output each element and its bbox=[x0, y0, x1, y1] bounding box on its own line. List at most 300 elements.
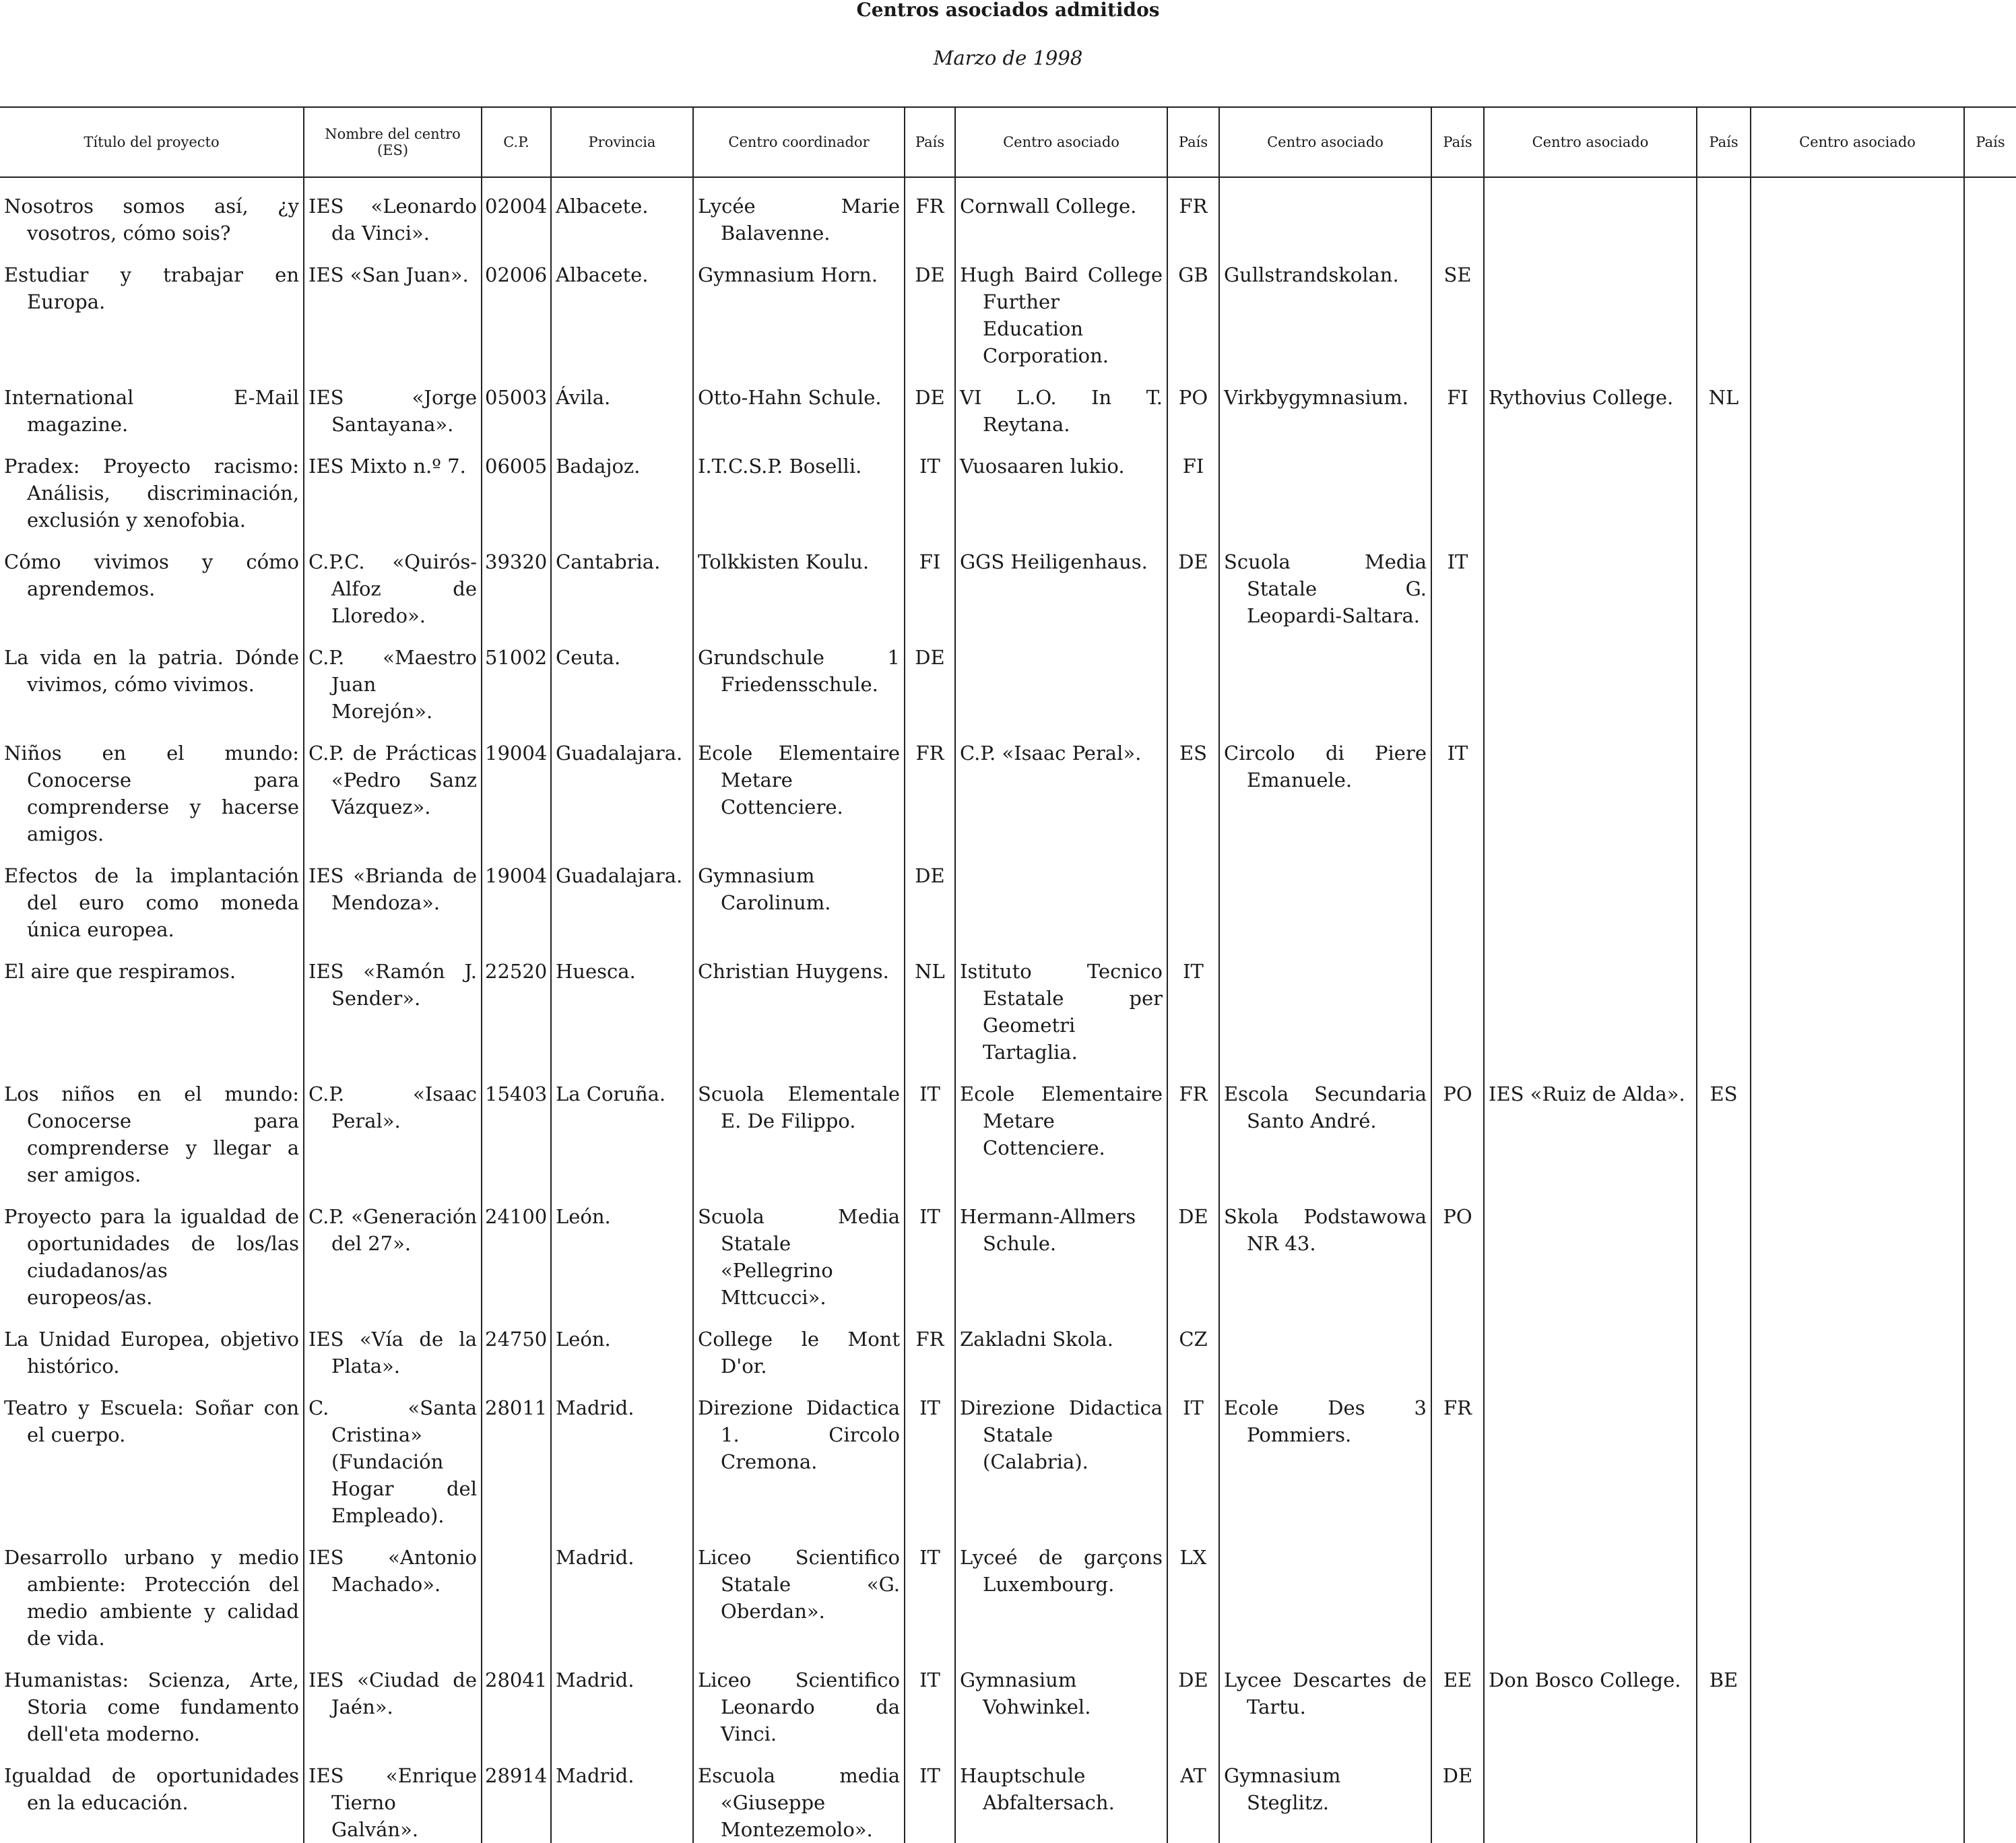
cell-centro-asociado bbox=[955, 369, 1167, 438]
table-row bbox=[0, 369, 2016, 438]
cell-nombre-centro bbox=[304, 1380, 482, 1529]
cell-text: Liceo Scientifico Statale «G. Oberdan». bbox=[698, 1546, 900, 1623]
cell-pais bbox=[905, 177, 955, 247]
cell-cp bbox=[482, 629, 551, 725]
cell-text: DE bbox=[1442, 1764, 1473, 1787]
cell-pais bbox=[905, 629, 955, 725]
cell-text: Ceuta. bbox=[556, 646, 621, 669]
cell-titulo bbox=[0, 725, 304, 847]
cell-centro-asociado bbox=[1751, 629, 1964, 725]
table-header-row bbox=[0, 107, 2016, 177]
cell-centro-asociado bbox=[1751, 534, 1964, 629]
cell-text: FR bbox=[1179, 1082, 1208, 1105]
table-row bbox=[0, 1380, 2016, 1529]
cell-centro-coordinador bbox=[693, 1188, 905, 1311]
cell-text: Cornwall College. bbox=[960, 195, 1137, 218]
cell-centro-asociado bbox=[1219, 369, 1431, 438]
cell-centro-asociado bbox=[1751, 177, 1964, 247]
cell-text: Los niños en el mundo: Conocerse para comprenderse y llegar a ser amigos. bbox=[4, 1082, 299, 1186]
cell-text: FI bbox=[919, 550, 941, 573]
cell-titulo bbox=[0, 177, 304, 247]
header-pais: País bbox=[1964, 107, 2016, 177]
cell-centro-coordinador bbox=[693, 1747, 905, 1843]
cell-text: Cómo vivimos y cómo aprendemos. bbox=[4, 550, 299, 600]
header-centro-asociado: Centro asociado bbox=[1751, 107, 1964, 177]
cell-text: NL bbox=[915, 960, 945, 983]
cell-text: La Coruña. bbox=[556, 1082, 666, 1105]
cell-text: GGS Heiligenhaus. bbox=[960, 550, 1148, 573]
cell-pais bbox=[905, 943, 955, 1066]
cell-text: 28041 bbox=[485, 1669, 548, 1691]
cell-pais bbox=[1167, 1066, 1219, 1188]
cell-centro-asociado bbox=[1219, 1311, 1431, 1380]
cell-centro-asociado bbox=[955, 177, 1167, 247]
cell-pais bbox=[1697, 1652, 1751, 1747]
cell-text: C.P. «Isaac Peral». bbox=[308, 1082, 477, 1132]
cell-text: Madrid. bbox=[556, 1764, 635, 1787]
cell-pais bbox=[1431, 247, 1484, 369]
cell-centro-asociado bbox=[1484, 534, 1697, 629]
cell-text: El aire que respiramos. bbox=[4, 960, 236, 983]
cell-text: DE bbox=[1178, 550, 1208, 573]
cell-text: Albacete. bbox=[556, 195, 649, 218]
cell-pais bbox=[1167, 725, 1219, 847]
cell-pais bbox=[1167, 629, 1219, 725]
cell-pais bbox=[1431, 1311, 1484, 1380]
header-centro-coordinador: Centro coordinador bbox=[693, 107, 905, 177]
cell-text: La Unidad Europea, objetivo histórico. bbox=[4, 1328, 299, 1378]
cell-text: Igualdad de oportunidades en la educación. bbox=[4, 1764, 299, 1814]
cell-text: BE bbox=[1709, 1669, 1738, 1691]
cell-centro-coordinador bbox=[693, 438, 905, 534]
cell-pais bbox=[1431, 1747, 1484, 1843]
cell-text: FR bbox=[1443, 1396, 1472, 1419]
cell-pais bbox=[1431, 1066, 1484, 1188]
cell-pais bbox=[1964, 1529, 2016, 1652]
cell-text: Albacete. bbox=[556, 263, 649, 286]
cell-text: Rythovius College. bbox=[1489, 386, 1674, 409]
cell-centro-asociado bbox=[1751, 1188, 1964, 1311]
cell-centro-asociado bbox=[1751, 369, 1964, 438]
cell-pais bbox=[1697, 369, 1751, 438]
cell-text: IT bbox=[919, 1396, 940, 1419]
cell-nombre-centro bbox=[304, 1188, 482, 1311]
cell-text: 28914 bbox=[485, 1764, 548, 1787]
cell-provincia bbox=[551, 943, 693, 1066]
cell-pais bbox=[1167, 1747, 1219, 1843]
cell-centro-asociado bbox=[955, 629, 1167, 725]
cell-pais bbox=[1697, 725, 1751, 847]
cell-provincia bbox=[551, 1066, 693, 1188]
cell-centro-asociado bbox=[1484, 1188, 1697, 1311]
cell-cp bbox=[482, 1529, 551, 1652]
cell-pais bbox=[1964, 1652, 2016, 1747]
cell-centro-coordinador bbox=[693, 629, 905, 725]
table-row bbox=[0, 247, 2016, 369]
table-row bbox=[0, 1188, 2016, 1311]
cell-text: PO bbox=[1443, 1205, 1472, 1228]
cell-text: IT bbox=[1183, 1396, 1204, 1419]
cell-pais bbox=[1964, 369, 2016, 438]
cell-cp bbox=[482, 1188, 551, 1311]
cell-pais bbox=[905, 1380, 955, 1529]
cell-text: DE bbox=[915, 646, 945, 669]
cell-titulo bbox=[0, 438, 304, 534]
cell-text: FI bbox=[1182, 455, 1204, 478]
header-pais: País bbox=[1167, 107, 1219, 177]
cell-text: Direzione Didactica Statale (Calabria). bbox=[960, 1396, 1163, 1473]
cell-pais bbox=[1697, 1188, 1751, 1311]
cell-text: Lycée Marie Balavenne. bbox=[698, 195, 900, 245]
cell-nombre-centro bbox=[304, 725, 482, 847]
cell-centro-asociado bbox=[955, 438, 1167, 534]
cell-text: Nosotros somos así, ¿y vosotros, cómo sois? bbox=[4, 195, 299, 245]
cell-centro-coordinador bbox=[693, 1529, 905, 1652]
cell-text: FI bbox=[1447, 386, 1468, 409]
cell-pais bbox=[1431, 534, 1484, 629]
cell-text: ES bbox=[1710, 1082, 1738, 1105]
cell-centro-coordinador bbox=[693, 247, 905, 369]
cell-pais bbox=[1697, 943, 1751, 1066]
cell-centro-asociado bbox=[1484, 1311, 1697, 1380]
cell-pais bbox=[1697, 177, 1751, 247]
cell-text: I.T.C.S.P. Boselli. bbox=[698, 455, 862, 478]
cell-centro-coordinador bbox=[693, 1311, 905, 1380]
cell-centro-asociado bbox=[1484, 847, 1697, 943]
cell-centro-asociado bbox=[955, 943, 1167, 1066]
cell-centro-coordinador bbox=[693, 847, 905, 943]
cell-text: Ecole Elementaire Metare Cottenciere. bbox=[960, 1082, 1163, 1159]
table-row bbox=[0, 1747, 2016, 1843]
cell-centro-coordinador bbox=[693, 177, 905, 247]
cell-text: IES «Jorge Santayana». bbox=[308, 386, 477, 436]
cell-pais bbox=[1964, 629, 2016, 725]
cell-centro-asociado bbox=[1484, 1380, 1697, 1529]
cell-provincia bbox=[551, 1380, 693, 1529]
header-titulo: Título del proyecto bbox=[0, 107, 304, 177]
cell-pais bbox=[1697, 1380, 1751, 1529]
cell-text: Cantabria. bbox=[556, 550, 661, 573]
table-row bbox=[0, 1066, 2016, 1188]
cell-pais bbox=[1964, 725, 2016, 847]
cell-text: Lyceé de garçons Luxembourg. bbox=[960, 1546, 1163, 1596]
table-row bbox=[0, 438, 2016, 534]
cell-text: Hugh Baird College Further Education Corporation. bbox=[960, 263, 1163, 367]
cell-centro-asociado bbox=[1484, 943, 1697, 1066]
cell-titulo bbox=[0, 847, 304, 943]
cell-text: IT bbox=[1447, 550, 1468, 573]
cell-centro-asociado bbox=[1219, 438, 1431, 534]
cell-pais bbox=[1431, 1188, 1484, 1311]
cell-pais bbox=[905, 1311, 955, 1380]
cell-text: Circolo di Piere Emanuele. bbox=[1224, 742, 1427, 791]
centros-table bbox=[0, 106, 2016, 1843]
cell-pais bbox=[1431, 725, 1484, 847]
cell-text: IT bbox=[1447, 742, 1468, 765]
cell-pais bbox=[1697, 629, 1751, 725]
cell-pais bbox=[1167, 1652, 1219, 1747]
cell-text: Christian Huygens. bbox=[698, 960, 889, 983]
cell-text: Zakladni Skola. bbox=[960, 1328, 1113, 1351]
cell-provincia bbox=[551, 1529, 693, 1652]
cell-text: Istituto Tecnico Estatale per Geometri Tartaglia. bbox=[960, 960, 1163, 1064]
cell-text: 19004 bbox=[485, 742, 548, 765]
cell-centro-asociado bbox=[1751, 247, 1964, 369]
cell-text: DE bbox=[1178, 1669, 1208, 1691]
cell-pais bbox=[1697, 534, 1751, 629]
cell-cp bbox=[482, 1066, 551, 1188]
cell-text: ES bbox=[1179, 742, 1208, 765]
cell-text: C.P.C. «Quirós-Alfoz de Lloredo». bbox=[308, 550, 477, 627]
cell-text: Direzione Didactica 1. Circolo Cremona. bbox=[698, 1396, 900, 1473]
cell-pais bbox=[1697, 1311, 1751, 1380]
cell-text: Madrid. bbox=[556, 1669, 635, 1691]
cell-centro-asociado bbox=[1484, 1529, 1697, 1652]
cell-text: Ecole Elementaire Metare Cottenciere. bbox=[698, 742, 900, 818]
cell-text: AT bbox=[1180, 1764, 1206, 1787]
cell-centro-asociado bbox=[1219, 725, 1431, 847]
cell-centro-asociado bbox=[1751, 1529, 1964, 1652]
cell-pais bbox=[1167, 177, 1219, 247]
cell-nombre-centro bbox=[304, 1066, 482, 1188]
cell-text: IES «Brianda de Mendoza». bbox=[308, 864, 477, 914]
cell-text: IES «Ramón J. Sender». bbox=[308, 960, 477, 1010]
cell-pais bbox=[905, 438, 955, 534]
cell-text: Guadalajara. bbox=[556, 742, 683, 765]
cell-pais bbox=[1964, 247, 2016, 369]
cell-centro-asociado bbox=[955, 725, 1167, 847]
cell-centro-asociado bbox=[955, 534, 1167, 629]
cell-text: NL bbox=[1708, 386, 1739, 409]
cell-pais bbox=[905, 1747, 955, 1843]
cell-pais bbox=[1167, 1529, 1219, 1652]
cell-text: Ávila. bbox=[556, 386, 611, 409]
cell-pais bbox=[1431, 177, 1484, 247]
table-body bbox=[0, 177, 2016, 1843]
cell-text: Gullstrandskolan. bbox=[1224, 263, 1399, 286]
cell-text: Liceo Scientifico Leonardo da Vinci. bbox=[698, 1669, 900, 1745]
cell-text: GB bbox=[1178, 263, 1208, 286]
cell-pais bbox=[1431, 438, 1484, 534]
cell-pais bbox=[1964, 1188, 2016, 1311]
cell-text: IT bbox=[1183, 960, 1204, 983]
cell-text: Scuola Media Statale G. Leopardi-Saltara. bbox=[1224, 550, 1427, 627]
cell-pais bbox=[905, 369, 955, 438]
cell-text: IES «Ruiz de Alda». bbox=[1489, 1082, 1685, 1105]
cell-titulo bbox=[0, 629, 304, 725]
header-cp: C.P. bbox=[482, 107, 551, 177]
cell-text: Efectos de la implantación del euro como moneda única europea. bbox=[4, 864, 299, 941]
cell-centro-asociado bbox=[1751, 1747, 1964, 1843]
cell-text: Badajoz. bbox=[556, 455, 641, 478]
cell-centro-asociado bbox=[1484, 247, 1697, 369]
cell-text: Vuosaaren lukio. bbox=[960, 455, 1125, 478]
cell-nombre-centro bbox=[304, 1652, 482, 1747]
cell-text: VI L.O. In T. Reytana. bbox=[960, 386, 1163, 436]
document-date: Marzo de 1998 bbox=[933, 46, 1083, 69]
cell-text: 24750 bbox=[485, 1328, 548, 1351]
cell-titulo bbox=[0, 1747, 304, 1843]
header-centro-asociado: Centro asociado bbox=[1219, 107, 1431, 177]
cell-text: IES «Leonardo da Vinci». bbox=[308, 195, 477, 245]
cell-provincia bbox=[551, 534, 693, 629]
cell-cp bbox=[482, 943, 551, 1066]
cell-pais bbox=[1697, 1066, 1751, 1188]
cell-text: 22520 bbox=[485, 960, 548, 983]
cell-text: C. «Santa Cristina» (Fundación Hogar del Empleado). bbox=[308, 1396, 477, 1527]
header-centro-asociado: Centro asociado bbox=[955, 107, 1167, 177]
cell-text: IT bbox=[919, 1205, 940, 1228]
cell-pais bbox=[1964, 1380, 2016, 1529]
cell-pais bbox=[905, 847, 955, 943]
cell-pais bbox=[1964, 1311, 2016, 1380]
cell-nombre-centro bbox=[304, 369, 482, 438]
header-provincia: Provincia bbox=[551, 107, 693, 177]
cell-text: SE bbox=[1443, 263, 1472, 286]
cell-centro-asociado bbox=[1751, 725, 1964, 847]
cell-text: LX bbox=[1179, 1546, 1207, 1569]
cell-text: 15403 bbox=[485, 1082, 548, 1105]
header-nombre-centro: Nombre del centro (ES) bbox=[304, 107, 482, 177]
cell-cp bbox=[482, 1380, 551, 1529]
cell-pais bbox=[1964, 847, 2016, 943]
cell-text: 24100 bbox=[485, 1205, 548, 1228]
cell-titulo bbox=[0, 1311, 304, 1380]
cell-nombre-centro bbox=[304, 847, 482, 943]
cell-pais bbox=[1431, 1652, 1484, 1747]
table-row bbox=[0, 1311, 2016, 1380]
cell-pais bbox=[1167, 943, 1219, 1066]
cell-centro-asociado bbox=[1751, 847, 1964, 943]
cell-centro-asociado bbox=[1219, 847, 1431, 943]
cell-text: 39320 bbox=[485, 550, 548, 573]
cell-centro-coordinador bbox=[693, 1066, 905, 1188]
cell-centro-asociado bbox=[955, 847, 1167, 943]
cell-centro-asociado bbox=[955, 1652, 1167, 1747]
cell-pais bbox=[1964, 177, 2016, 247]
cell-pais bbox=[1167, 534, 1219, 629]
cell-centro-coordinador bbox=[693, 725, 905, 847]
cell-text: Humanistas: Scienza, Arte, Storia come fundamento dell'eta moderno. bbox=[4, 1669, 299, 1745]
cell-pais bbox=[1167, 247, 1219, 369]
cell-provincia bbox=[551, 629, 693, 725]
cell-text: FR bbox=[915, 195, 944, 218]
cell-text: International E-Mail magazine. bbox=[4, 386, 299, 436]
cell-text: IT bbox=[919, 1764, 940, 1787]
cell-text: College le Mont D'or. bbox=[698, 1328, 900, 1378]
cell-nombre-centro bbox=[304, 1747, 482, 1843]
cell-text: DE bbox=[915, 864, 945, 887]
cell-pais bbox=[1431, 847, 1484, 943]
cell-titulo bbox=[0, 1188, 304, 1311]
cell-centro-asociado bbox=[955, 1747, 1167, 1843]
cell-text: Desarrollo urbano y medio ambiente: Protección del medio ambiente y calidad de vida. bbox=[4, 1546, 299, 1650]
cell-text: Escuola media «Giuseppe Montezemolo». bbox=[698, 1764, 900, 1841]
cell-text: Ecole Des 3 Pommiers. bbox=[1224, 1396, 1427, 1446]
cell-cp bbox=[482, 177, 551, 247]
cell-text: IES Mixto n.º 7. bbox=[308, 455, 466, 478]
cell-pais bbox=[1431, 369, 1484, 438]
cell-centro-coordinador bbox=[693, 943, 905, 1066]
cell-pais bbox=[1697, 247, 1751, 369]
cell-text: FR bbox=[915, 1328, 944, 1351]
cell-text: C.P. de Prácticas «Pedro Sanz Vázquez». bbox=[308, 742, 477, 818]
cell-nombre-centro bbox=[304, 943, 482, 1066]
header-pais: País bbox=[905, 107, 955, 177]
cell-text: Scuola Media Statale «Pellegrino Mttcucci». bbox=[698, 1205, 900, 1309]
cell-pais bbox=[1964, 1066, 2016, 1188]
cell-pais bbox=[1964, 1747, 2016, 1843]
cell-provincia bbox=[551, 847, 693, 943]
cell-text: IES «San Juan». bbox=[308, 263, 469, 286]
cell-centro-asociado bbox=[955, 1380, 1167, 1529]
cell-text: C.P. «Isaac Peral». bbox=[960, 742, 1142, 765]
cell-centro-asociado bbox=[1484, 725, 1697, 847]
cell-centro-asociado bbox=[1219, 247, 1431, 369]
cell-pais bbox=[1167, 438, 1219, 534]
cell-centro-asociado bbox=[955, 1529, 1167, 1652]
cell-provincia bbox=[551, 1747, 693, 1843]
cell-nombre-centro bbox=[304, 1529, 482, 1652]
cell-text: 28011 bbox=[485, 1396, 548, 1419]
cell-titulo bbox=[0, 943, 304, 1066]
cell-provincia bbox=[551, 1652, 693, 1747]
cell-text: Madrid. bbox=[556, 1396, 635, 1419]
cell-pais bbox=[905, 1066, 955, 1188]
cell-centro-asociado bbox=[1219, 1747, 1431, 1843]
cell-centro-asociado bbox=[1484, 438, 1697, 534]
cell-pais bbox=[1431, 1529, 1484, 1652]
cell-centro-asociado bbox=[1219, 534, 1431, 629]
cell-centro-asociado bbox=[1219, 177, 1431, 247]
cell-pais bbox=[1964, 438, 2016, 534]
cell-pais bbox=[1964, 534, 2016, 629]
cell-centro-asociado bbox=[955, 1188, 1167, 1311]
cell-text: Escola Secundaria Santo André. bbox=[1224, 1082, 1427, 1132]
cell-text: IT bbox=[919, 1082, 940, 1105]
cell-pais bbox=[905, 725, 955, 847]
cell-pais bbox=[1167, 847, 1219, 943]
cell-titulo bbox=[0, 1652, 304, 1747]
cell-centro-asociado bbox=[1751, 943, 1964, 1066]
cell-cp bbox=[482, 1652, 551, 1747]
cell-centro-asociado bbox=[1219, 943, 1431, 1066]
cell-titulo bbox=[0, 247, 304, 369]
cell-centro-asociado bbox=[1484, 1747, 1697, 1843]
cell-provincia bbox=[551, 369, 693, 438]
cell-pais bbox=[1167, 369, 1219, 438]
cell-centro-asociado bbox=[1219, 1188, 1431, 1311]
cell-text: IES «Vía de la Plata». bbox=[308, 1328, 477, 1378]
cell-text: IT bbox=[919, 1546, 940, 1569]
cell-cp bbox=[482, 725, 551, 847]
header-pais: País bbox=[1697, 107, 1751, 177]
cell-text: DE bbox=[915, 386, 945, 409]
cell-text: 06005 bbox=[485, 455, 548, 478]
cell-text: PO bbox=[1443, 1082, 1472, 1105]
cell-provincia bbox=[551, 1311, 693, 1380]
cell-pais bbox=[1431, 629, 1484, 725]
cell-centro-coordinador bbox=[693, 369, 905, 438]
cell-pais bbox=[905, 1529, 955, 1652]
cell-centro-asociado bbox=[1751, 1066, 1964, 1188]
cell-text: Gymnasium Horn. bbox=[698, 263, 878, 286]
cell-pais bbox=[905, 1188, 955, 1311]
cell-text: DE bbox=[1178, 1205, 1208, 1228]
cell-nombre-centro bbox=[304, 438, 482, 534]
cell-centro-asociado bbox=[1219, 1380, 1431, 1529]
cell-text: 02006 bbox=[485, 263, 548, 286]
